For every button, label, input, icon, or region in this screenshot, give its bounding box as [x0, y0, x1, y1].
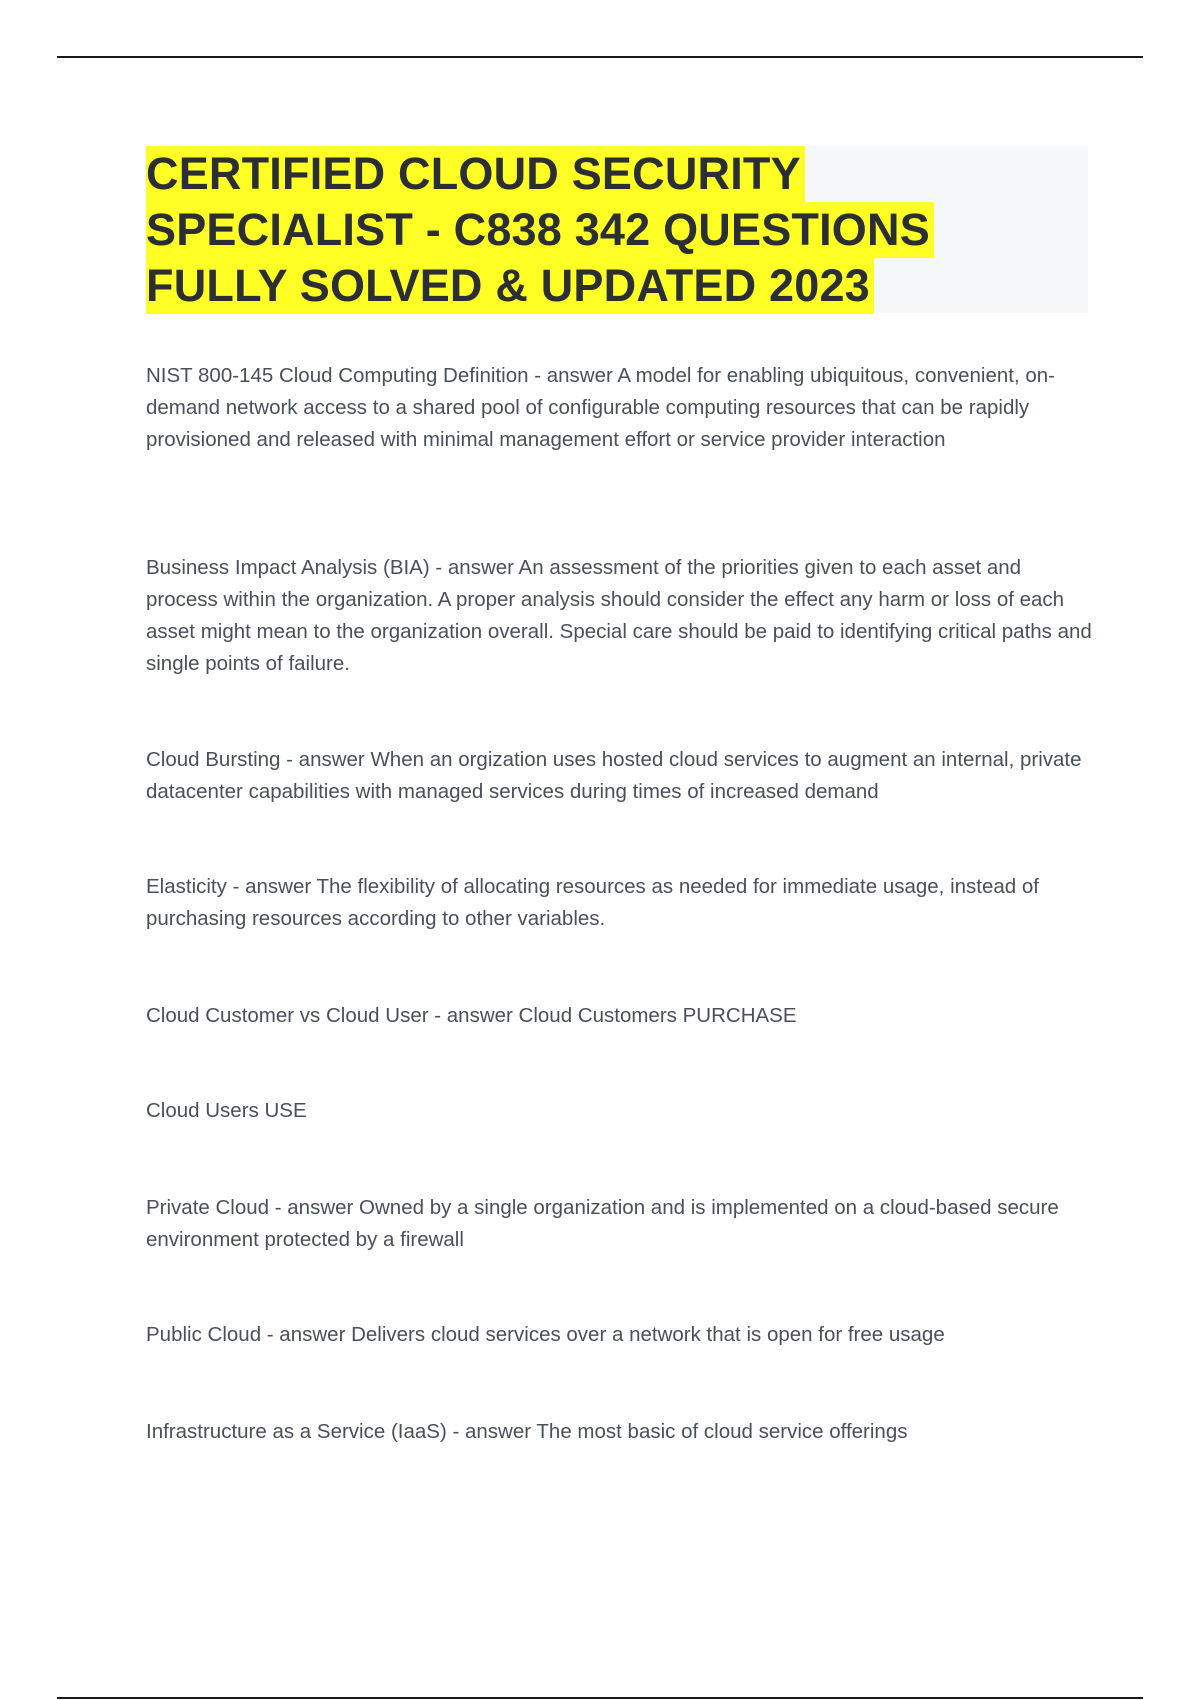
bottom-divider: [57, 1697, 1143, 1699]
top-divider: [57, 56, 1143, 58]
qa-entry-iaas: Infrastructure as a Service (IaaS) - answer The most basic of cloud service offerings: [146, 1420, 908, 1443]
title-line: SPECIALIST - C838 342 QUESTIONS: [146, 202, 934, 258]
qa-entry-customer-vs-user: Cloud Customer vs Cloud User - answer Cloud Customers PURCHASE: [146, 1004, 797, 1027]
qa-entry-cloud-users: Cloud Users USE: [146, 1099, 307, 1122]
qa-entry-private-cloud: Private Cloud - answer Owned by a single organization and is implemented on a cloud-based secure environment protected by a firewall: [146, 1196, 1059, 1251]
title-block: [146, 146, 1088, 313]
title-line: FULLY SOLVED & UPDATED 2023: [146, 258, 874, 314]
qa-entry-elasticity: Elasticity - answer The flexibility of allocating resources as needed for immediate usage, instead of purchasing resources according to other variables.: [146, 875, 1039, 930]
qa-entry-nist-definition: NIST 800-145 Cloud Computing Definition - answer A model for enabling ubiquitous, convenient, on-demand network access to a shared pool of configurable computing resources that can be rapidly provisioned and released with minimal management effort or service provider interaction: [146, 364, 1055, 451]
qa-entry-cloud-bursting: Cloud Bursting - answer When an orgization uses hosted cloud services to augment an internal, private datacenter capabilities with managed services during times of increased demand: [146, 748, 1082, 803]
title-line: CERTIFIED CLOUD SECURITY: [146, 146, 805, 202]
qa-entry-bia: Business Impact Analysis (BIA) - answer An assessment of the priorities given to each asset and process within the organization. A proper analysis should consider the effect any harm or loss of each asset might mean to the organization overall. Special care should be paid to identifying critical paths and single points of failure.: [146, 556, 1092, 675]
qa-entry-public-cloud: Public Cloud - answer Delivers cloud services over a network that is open for free usage: [146, 1323, 945, 1346]
document-title: [146, 146, 1088, 314]
